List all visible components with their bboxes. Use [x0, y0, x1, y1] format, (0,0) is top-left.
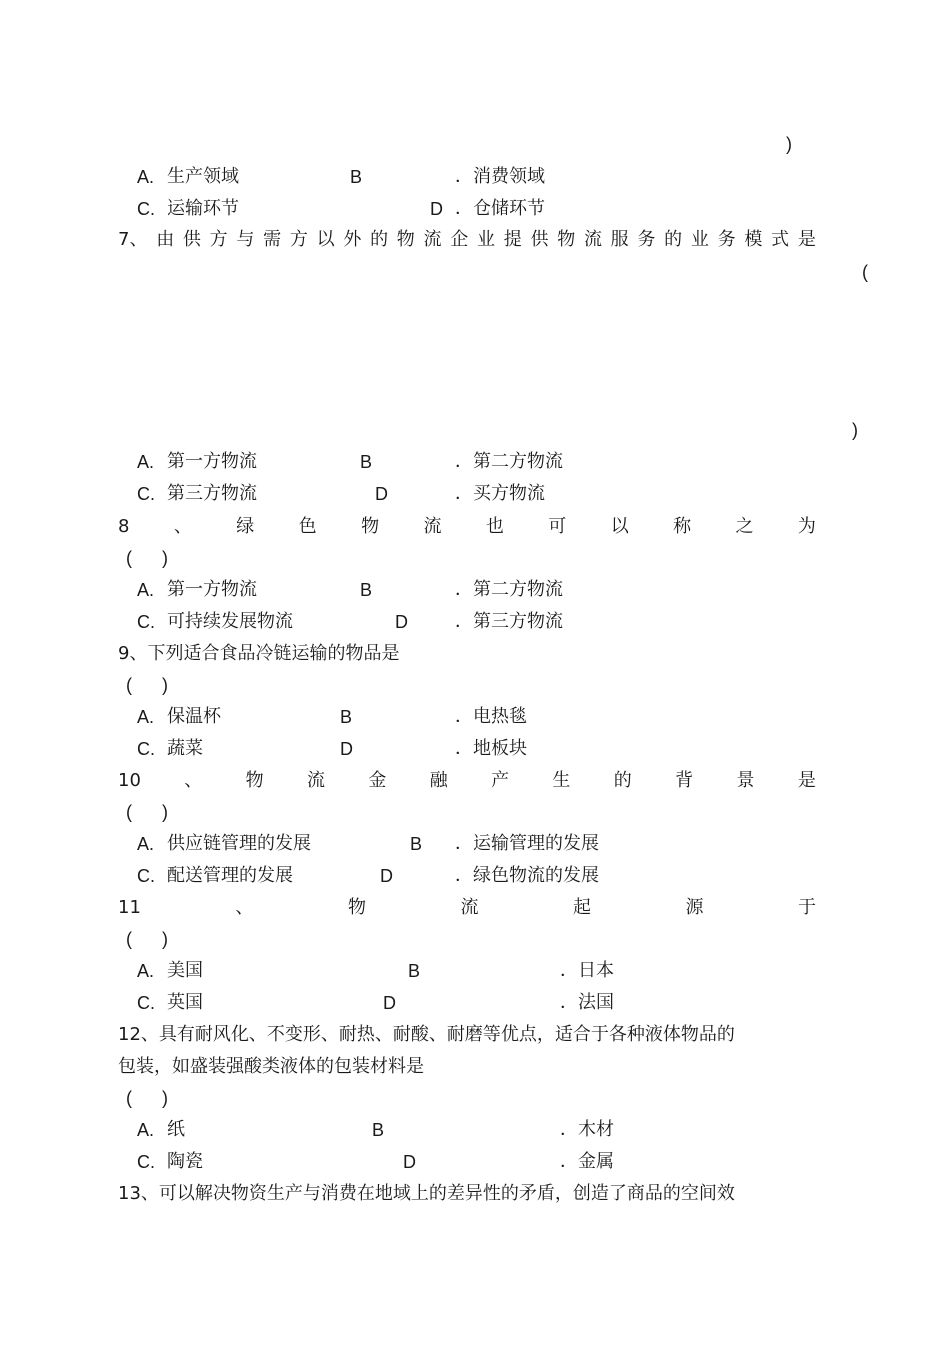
q12-option-b-text: ．木材	[560, 1119, 614, 1140]
q11-stem: 11 、 物 流 起 源 于	[118, 897, 816, 918]
q9-option-d-letter: D	[340, 739, 353, 759]
q7-option-d-letter: D	[375, 484, 388, 504]
q8-answer-paren: ( )	[126, 548, 168, 568]
q9-answer-paren: ( )	[126, 675, 168, 695]
q6-option-c-letter: C.	[137, 199, 155, 219]
q8-stem: 8 、 绿 色 物 流 也 可 以 称 之 为	[118, 516, 816, 537]
q12-option-c-text: 陶瓷	[167, 1151, 203, 1172]
q12-stem-line1: 12、具有耐风化、不变形、耐热、耐酸、耐磨等优点，适合于各种液体物品的	[118, 1024, 735, 1045]
q8-option-a-letter: A.	[137, 580, 155, 600]
q11-option-d-text: ．法国	[560, 992, 614, 1013]
q12-option-a-text: 纸	[167, 1119, 185, 1140]
q9-option-b-text: ．电热毯	[455, 706, 527, 727]
q8-option-b-text: ．第二方物流	[455, 579, 563, 600]
q6-option-c-text: 运输环节	[167, 198, 239, 219]
q10-stem: 10 、 物 流 金 融 产 生 的 背 景 是	[118, 770, 816, 791]
q9-option-d-text: ．地板块	[455, 738, 527, 759]
paren-close-top: )	[786, 134, 792, 154]
q12-option-d-letter: D	[403, 1152, 416, 1172]
q12-answer-paren: ( )	[126, 1088, 168, 1108]
q11-option-b-text: ．日本	[560, 960, 614, 981]
q9-option-c-letter: C.	[137, 739, 155, 759]
q10-option-c-text: 配送管理的发展	[167, 865, 293, 886]
q9-option-a-text: 保温杯	[167, 706, 221, 727]
q10-answer-paren: ( )	[126, 802, 168, 822]
q11-option-a-text: 美国	[167, 960, 203, 981]
q7-option-b-text: ．第二方物流	[455, 451, 563, 472]
q8-option-a-text: 第一方物流	[167, 579, 257, 600]
q11-option-c-letter: C.	[137, 993, 155, 1013]
q12-option-a-letter: A.	[137, 1120, 155, 1140]
q7-option-a-text: 第一方物流	[167, 451, 257, 472]
q10-option-b-letter: B	[410, 834, 423, 854]
q9-option-c-text: 蔬菜	[167, 738, 203, 759]
q9-option-b-letter: B	[340, 707, 353, 727]
q12-option-d-text: ．金属	[560, 1151, 614, 1172]
q8-option-c-text: 可持续发展物流	[167, 611, 293, 632]
q7-paren-open: (	[862, 262, 868, 282]
q11-option-c-text: 英国	[167, 992, 203, 1013]
q10-option-c-letter: C.	[137, 866, 155, 886]
q6-option-b-text: ．消费领域	[455, 166, 545, 187]
q6-option-d-text: ．仓储环节	[455, 198, 545, 219]
q13-stem-line1: 13、可以解决物资生产与消费在地域上的差异性的矛盾，创造了商品的空间效	[118, 1183, 735, 1204]
q8-option-d-letter: D	[395, 612, 408, 632]
q7-stem: 7、 由 供 方 与 需 方 以 外 的 物 流 企 业 提 供 物 流 服 务 的 业 务 模 式 是	[118, 229, 816, 250]
q7-option-c-letter: C.	[137, 484, 155, 504]
q12-option-c-letter: C.	[137, 1152, 155, 1172]
q10-option-b-text: ．运输管理的发展	[455, 833, 599, 854]
q7-option-c-text: 第三方物流	[167, 483, 257, 504]
q7-option-b-letter: B	[360, 452, 373, 472]
q11-answer-paren: ( )	[126, 929, 168, 949]
q6-option-b-letter: B	[350, 167, 363, 187]
q12-stem-line2: 包装，如盛装强酸类液体的包装材料是	[118, 1056, 424, 1077]
q11-option-a-letter: A.	[137, 961, 155, 981]
q7-option-a-letter: A.	[137, 452, 155, 472]
q6-option-a-letter: A.	[137, 167, 155, 187]
q10-option-a-letter: A.	[137, 834, 155, 854]
q11-option-b-letter: B	[408, 961, 421, 981]
q6-option-d-letter: D	[430, 199, 443, 219]
q7-paren-close: )	[852, 420, 858, 440]
q12-option-b-letter: B	[372, 1120, 385, 1140]
q7-option-d-text: ．买方物流	[455, 483, 545, 504]
q9-option-a-letter: A.	[137, 707, 155, 727]
q6-option-a-text: 生产领域	[167, 166, 239, 187]
q8-option-d-text: ．第三方物流	[455, 611, 563, 632]
q10-option-a-text: 供应链管理的发展	[167, 833, 311, 854]
q9-stem: 9、下列适合食品冷链运输的物品是	[118, 643, 400, 664]
q10-option-d-letter: D	[380, 866, 393, 886]
q8-option-b-letter: B	[360, 580, 373, 600]
q8-option-c-letter: C.	[137, 612, 155, 632]
q10-option-d-text: ．绿色物流的发展	[455, 865, 599, 886]
q11-option-d-letter: D	[383, 993, 396, 1013]
